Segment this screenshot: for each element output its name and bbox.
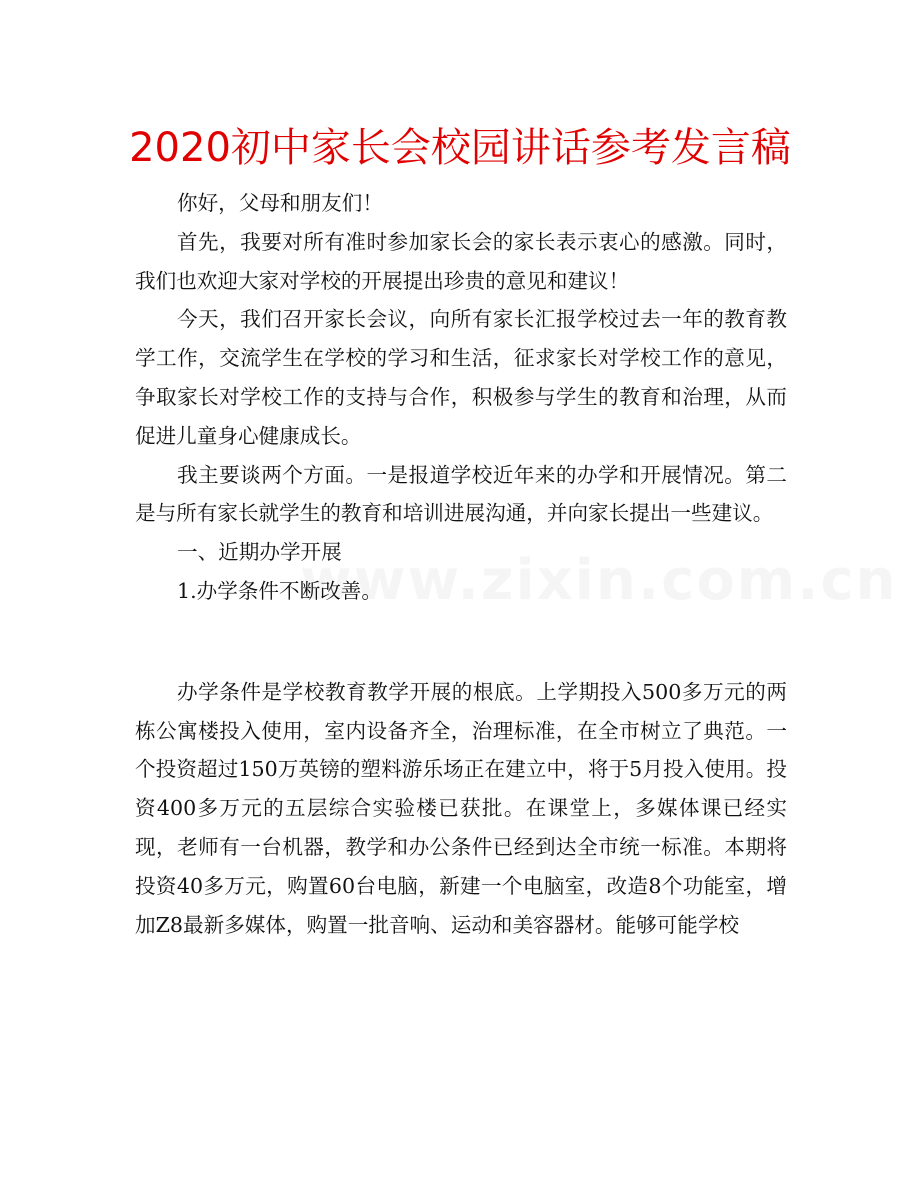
paragraph-thanks: 首先，我要对所有准时参加家长会的家长表示衷心的感激。同时，我们也欢迎大家对学校的开展提出珍贵的意见和建议！	[135, 229, 787, 293]
paragraph-two-aspects: 我主要谈两个方面。一是报道学校近年来的办学和开展情况。第二是与所有家长就学生的教育和培训进展沟通，并向家长提出一些建议。	[135, 462, 787, 526]
document-body	[135, 184, 787, 944]
document-title: 2020初中家长会校园讲话参考发言稿	[129, 125, 791, 171]
subsection-heading: 1.办学条件不断改善。	[177, 578, 382, 603]
greeting-paragraph: 你好，父母和朋友们！	[177, 191, 383, 215]
paragraph-meeting-purpose: 今天，我们召开家长会议，向所有家长汇报学校过去一年的教育教学工作，交流学生在学校的学习和生活，征求家长对学校工作的意见，争取家长对学校工作的支持与合作，积极参与学生的教育和治理，从而促进儿童身心健康成长。	[135, 307, 787, 448]
paragraph-conditions: 办学条件是学校教育教学开展的根底。上学期投入500多万元的两栋公寓楼投入使用，室内设备齐全，治理标准，在全市树立了典范。一个投资超过150万英镑的塑料游乐场正在建立中，将于5月投入使用。投资400多万元的五层综合实验楼已获批。在课堂上，多媒体课已经实现，老师有一台机器，教学和办公条件已经到达全市统一标准。本期将投资40多万元，购置60台电脑，新建一个电脑室，改造8个功能室，增加Z8最新多媒体，购置一批音响、运动和美容器材。能够可能学校	[135, 679, 787, 937]
spacer	[135, 611, 787, 673]
section-heading: 一、近期办学开展	[177, 540, 342, 565]
